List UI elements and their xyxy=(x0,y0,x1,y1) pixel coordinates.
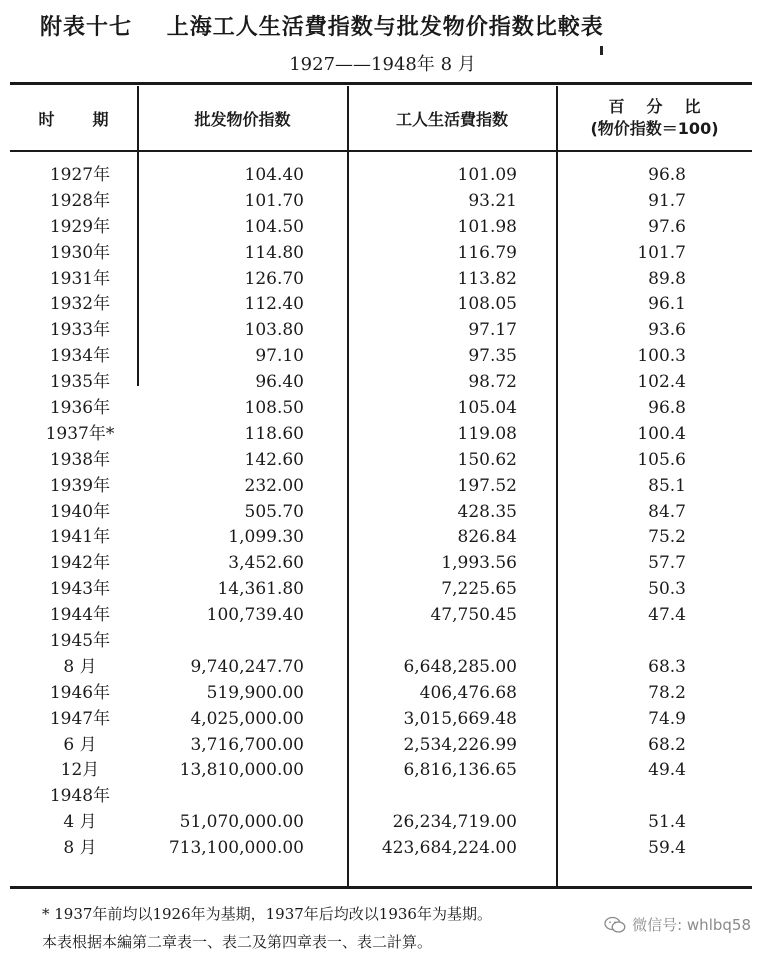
living-cost-index-cell: 3,015,669.48 xyxy=(403,708,517,729)
living-cost-index-cell: 97.35 xyxy=(468,346,517,367)
header-ratio-line1: 百分比 xyxy=(608,97,723,116)
table-row xyxy=(0,318,765,344)
period-cell: 1931年 xyxy=(49,268,111,289)
table-body xyxy=(0,163,765,862)
table-row xyxy=(0,836,765,862)
period-cell: 1945年 xyxy=(49,631,111,652)
wholesale-index-cell: 103.80 xyxy=(244,320,304,341)
wholesale-index-cell: 3,716,700.00 xyxy=(190,734,304,755)
period-cell: 1933年 xyxy=(49,320,111,341)
period-cell: 1943年 xyxy=(49,579,111,600)
ratio-cell: 89.8 xyxy=(648,268,686,289)
living-cost-index-cell: 7,225.65 xyxy=(441,579,517,600)
table-row xyxy=(0,655,765,681)
ratio-cell: 91.7 xyxy=(648,190,686,211)
period-cell: 1947年 xyxy=(49,708,111,729)
living-cost-index-cell: 1,993.56 xyxy=(441,553,517,574)
wholesale-index-cell: 126.70 xyxy=(244,268,304,289)
footnote-source: 本表根据本編第二章表一、表二及第四章表一、表二計算。 xyxy=(42,933,433,951)
table-number: 附表十七 xyxy=(40,15,133,40)
table-row xyxy=(0,163,765,189)
table-row xyxy=(0,448,765,474)
table-row xyxy=(0,241,765,267)
ratio-cell: 101.7 xyxy=(637,242,686,263)
header-rule xyxy=(10,150,752,152)
period-cell: 1932年 xyxy=(49,294,111,315)
period-cell: 1934年 xyxy=(49,346,111,367)
table-row xyxy=(0,758,765,784)
period-cell: 1939年 xyxy=(49,475,111,496)
table-row xyxy=(0,525,765,551)
table-row xyxy=(0,292,765,318)
living-cost-index-cell: 105.04 xyxy=(457,398,517,419)
wholesale-index-cell: 3,452.60 xyxy=(228,553,304,574)
ratio-cell: 59.4 xyxy=(648,838,686,859)
wholesale-index-cell: 104.50 xyxy=(244,216,304,237)
table-row xyxy=(0,577,765,603)
ratio-cell: 57.7 xyxy=(648,553,686,574)
table-row xyxy=(0,370,765,396)
ratio-cell: 105.6 xyxy=(637,449,686,470)
ratio-cell: 100.3 xyxy=(637,346,686,367)
table-title xyxy=(0,10,765,41)
period-cell: 1941年 xyxy=(49,527,111,548)
wholesale-index-cell: 96.40 xyxy=(255,372,304,393)
living-cost-index-cell: 197.52 xyxy=(457,475,517,496)
top-rule xyxy=(10,82,752,85)
living-cost-index-cell: 428.35 xyxy=(457,501,517,522)
living-cost-index-cell: 108.05 xyxy=(457,294,517,315)
wholesale-index-cell: 112.40 xyxy=(244,294,304,315)
table-row xyxy=(0,267,765,293)
wholesale-index-cell: 51,070,000.00 xyxy=(179,812,304,833)
footnote-base-year: * 1937年前均以1926年为基期，1937年后均改以1936年为基期。 xyxy=(42,905,492,923)
ratio-cell: 75.2 xyxy=(648,527,686,548)
wholesale-index-cell: 519,900.00 xyxy=(206,682,304,703)
header-period: 时期 xyxy=(38,109,147,129)
ratio-cell: 74.9 xyxy=(648,708,686,729)
living-cost-index-cell: 97.17 xyxy=(468,320,517,341)
living-cost-index-cell: 101.98 xyxy=(457,216,517,237)
table-row xyxy=(0,215,765,241)
living-cost-index-cell: 116.79 xyxy=(457,242,517,263)
wholesale-index-cell: 100,739.40 xyxy=(206,605,304,626)
table-row xyxy=(0,396,765,422)
ratio-cell: 51.4 xyxy=(648,812,686,833)
table-row xyxy=(0,551,765,577)
header-ratio xyxy=(557,86,752,150)
table-row xyxy=(0,629,765,655)
wholesale-index-cell: 4,025,000.00 xyxy=(190,708,304,729)
ratio-cell: 68.3 xyxy=(648,656,686,677)
period-cell: 8 月 xyxy=(63,656,97,677)
ratio-cell: 49.4 xyxy=(648,760,686,781)
wholesale-index-cell: 505.70 xyxy=(244,501,304,522)
period-cell: 1944年 xyxy=(49,605,111,626)
ratio-cell: 100.4 xyxy=(637,423,686,444)
header-living: 工人生活費指数 xyxy=(395,109,508,129)
ratio-cell: 93.6 xyxy=(648,320,686,341)
living-cost-index-cell: 26,234,719.00 xyxy=(392,812,517,833)
period-cell: 1930年 xyxy=(49,242,111,263)
living-cost-index-cell: 406,476.68 xyxy=(419,682,517,703)
period-cell: 1927年 xyxy=(49,165,111,185)
wholesale-index-cell: 108.50 xyxy=(244,398,304,419)
living-cost-index-cell: 826.84 xyxy=(457,527,517,548)
bottom-rule xyxy=(10,886,752,889)
wechat-icon xyxy=(604,916,626,934)
period-cell: 1940年 xyxy=(49,501,111,522)
table-row xyxy=(0,189,765,215)
period-cell: 6 月 xyxy=(63,734,97,755)
wholesale-index-cell: 713,100,000.00 xyxy=(168,838,304,859)
ratio-cell: 97.6 xyxy=(648,216,686,237)
ratio-cell: 85.1 xyxy=(648,475,686,496)
wholesale-index-cell: 232.00 xyxy=(244,475,304,496)
table-title-main: 上海工人生活費指数与批发物价指数比較表 xyxy=(166,15,604,40)
living-cost-index-cell: 119.08 xyxy=(457,423,517,444)
living-cost-index-cell: 93.21 xyxy=(468,190,517,211)
ratio-cell: 84.7 xyxy=(648,501,686,522)
ratio-cell: 50.3 xyxy=(648,579,686,600)
ratio-cell: 96.1 xyxy=(648,294,686,315)
watermark xyxy=(604,914,751,935)
ratio-cell: 78.2 xyxy=(648,682,686,703)
period-cell: 1938年 xyxy=(49,449,111,470)
period-cell: 1929年 xyxy=(49,216,111,237)
ratio-cell: 102.4 xyxy=(637,372,686,393)
period-cell: 1942年 xyxy=(49,553,111,574)
table-row xyxy=(0,681,765,707)
wholesale-index-cell: 97.10 xyxy=(255,346,304,367)
ratio-cell: 68.2 xyxy=(648,734,686,755)
wholesale-index-cell: 118.60 xyxy=(244,423,304,444)
period-cell: 12月 xyxy=(60,760,100,781)
period-cell: 1948年 xyxy=(49,786,111,807)
period-cell: 1946年 xyxy=(49,682,111,703)
table-row xyxy=(0,810,765,836)
period-cell: 1928年 xyxy=(49,190,111,211)
wholesale-index-cell: 101.70 xyxy=(244,190,304,211)
living-cost-index-cell: 150.62 xyxy=(457,449,517,470)
table-row xyxy=(0,603,765,629)
ratio-cell: 96.8 xyxy=(648,165,686,185)
table-row xyxy=(0,500,765,526)
period-cell: 1935年 xyxy=(49,372,111,393)
header-ratio-line2: (物价指数＝100) xyxy=(590,119,719,138)
wholesale-index-cell: 9,740,247.70 xyxy=(190,656,304,677)
period-cell: 8 月 xyxy=(63,838,97,859)
wholesale-index-cell: 104.40 xyxy=(244,165,304,185)
living-cost-index-cell: 101.09 xyxy=(457,165,517,185)
living-cost-index-cell: 6,816,136.65 xyxy=(403,760,517,781)
wholesale-index-cell: 142.60 xyxy=(244,449,304,470)
wholesale-index-cell: 1,099.30 xyxy=(228,527,304,548)
table-row xyxy=(0,422,765,448)
living-cost-index-cell: 47,750.45 xyxy=(430,605,517,626)
period-cell: 1936年 xyxy=(49,398,111,419)
table-row xyxy=(0,733,765,759)
table-row xyxy=(0,344,765,370)
living-cost-index-cell: 113.82 xyxy=(457,268,517,289)
table-row xyxy=(0,474,765,500)
living-cost-index-cell: 6,648,285.00 xyxy=(403,656,517,677)
period-cell: 4 月 xyxy=(63,812,97,833)
ratio-cell: 96.8 xyxy=(648,398,686,419)
table-row xyxy=(0,784,765,810)
table-row xyxy=(0,707,765,733)
header-wholesale: 批发物价指数 xyxy=(194,109,291,129)
living-cost-index-cell: 98.72 xyxy=(468,372,517,393)
watermark-text: 微信号: whlbq58 xyxy=(632,916,751,934)
living-cost-index-cell: 2,534,226.99 xyxy=(403,734,517,755)
wholesale-index-cell: 13,810,000.00 xyxy=(179,760,304,781)
table-subtitle: 1927——1948年 8 月 xyxy=(289,54,476,75)
wholesale-index-cell: 14,361.80 xyxy=(217,579,304,600)
wholesale-index-cell: 114.80 xyxy=(244,242,304,263)
ratio-cell: 47.4 xyxy=(648,605,686,626)
period-cell: 1937年* xyxy=(45,423,115,444)
living-cost-index-cell: 423,684,224.00 xyxy=(381,838,517,859)
